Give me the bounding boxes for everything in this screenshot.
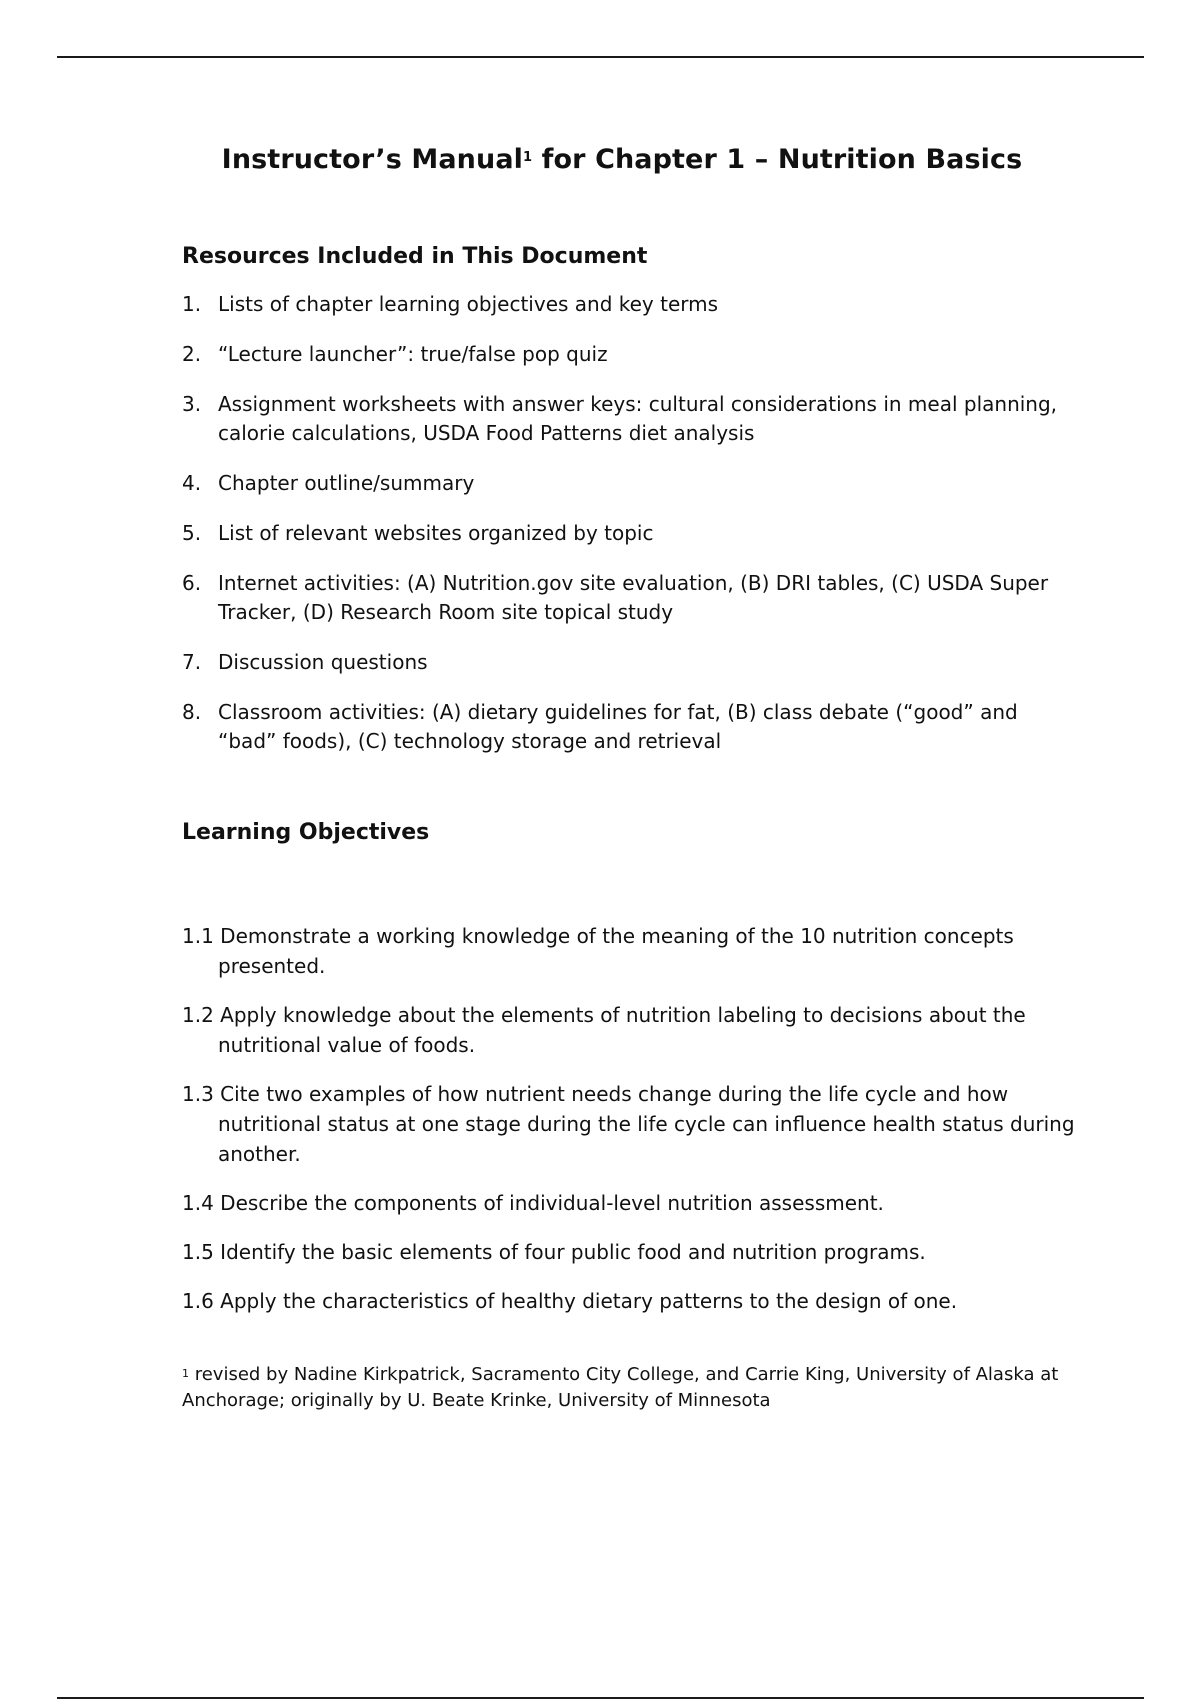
resource-text: Assignment worksheets with answer keys: cultural considerations in meal planning, calorie calculations, USDA Food Patterns diet analysis — [218, 392, 1058, 445]
resource-item — [182, 519, 1062, 548]
footnote — [182, 1362, 1062, 1414]
resource-number: 3. — [182, 392, 202, 416]
footnote-marker: 1 — [182, 1367, 189, 1380]
objective-list — [182, 921, 1075, 1316]
objective-item: 1.1 Demonstrate a working knowledge of the meaning of the 10 nutrition concepts presented. — [182, 924, 1014, 978]
bottom-rule — [57, 1697, 1144, 1699]
resource-number: 6. — [182, 571, 202, 595]
resource-text: Lists of chapter learning objectives and key terms — [218, 292, 719, 316]
resource-item — [182, 290, 1062, 319]
title-main: Instructor’s Manual — [221, 144, 523, 175]
resource-number: 4. — [182, 471, 202, 495]
resource-item — [182, 698, 1062, 756]
document-page — [182, 140, 1075, 1432]
resource-text: Chapter outline/summary — [218, 471, 475, 495]
title-footnote-ref: 1 — [523, 150, 533, 165]
document-title — [182, 140, 1062, 180]
title-rest: for Chapter 1 – Nutrition Basics — [532, 144, 1023, 175]
resource-text: Discussion questions — [218, 650, 428, 674]
resource-item — [182, 390, 1062, 448]
resource-number: 5. — [182, 521, 202, 545]
resources-heading: Resources Included in This Document — [182, 244, 648, 269]
resource-list — [182, 290, 1062, 756]
objective-item: 1.2 Apply knowledge about the elements of nutrition labeling to decisions about the nutritional value of foods. — [182, 1003, 1026, 1057]
objective-item: 1.5 Identify the basic elements of four public food and nutrition programs. — [182, 1240, 926, 1264]
footnote-text: revised by Nadine Kirkpatrick, Sacramento City College, and Carrie King, University of Alaska at Anchorage; originally by U. Beate Krinke, University of Minnesota — [182, 1364, 1059, 1411]
resource-text: Classroom activities: (A) dietary guidelines for fat, (B) class debate (“good” and “bad” foods), (C) technology storage and retrieval — [218, 700, 1018, 753]
resource-text: Internet activities: (A) Nutrition.gov site evaluation, (B) DRI tables, (C) USDA Super Tracker, (D) Research Room site topical study — [218, 571, 1049, 624]
resource-item — [182, 469, 1062, 498]
resource-item — [182, 648, 1062, 677]
resource-number: 8. — [182, 700, 202, 724]
objective-item: 1.6 Apply the characteristics of healthy dietary patterns to the design of one. — [182, 1289, 958, 1313]
objective-item: 1.4 Describe the components of individual-level nutrition assessment. — [182, 1191, 884, 1215]
top-rule — [57, 56, 1144, 58]
resource-number: 2. — [182, 342, 202, 366]
objective-item: 1.3 Cite two examples of how nutrient needs change during the life cycle and how nutritional status at one stage during the life cycle can influence health status during another. — [182, 1082, 1075, 1166]
learning-objectives-heading: Learning Objectives — [182, 820, 430, 845]
resource-number: 7. — [182, 650, 202, 674]
resource-text: List of relevant websites organized by topic — [218, 521, 654, 545]
resource-item — [182, 340, 1062, 369]
resource-text: “Lecture launcher”: true/false pop quiz — [218, 342, 608, 366]
resource-number: 1. — [182, 292, 202, 316]
resource-item — [182, 569, 1062, 627]
